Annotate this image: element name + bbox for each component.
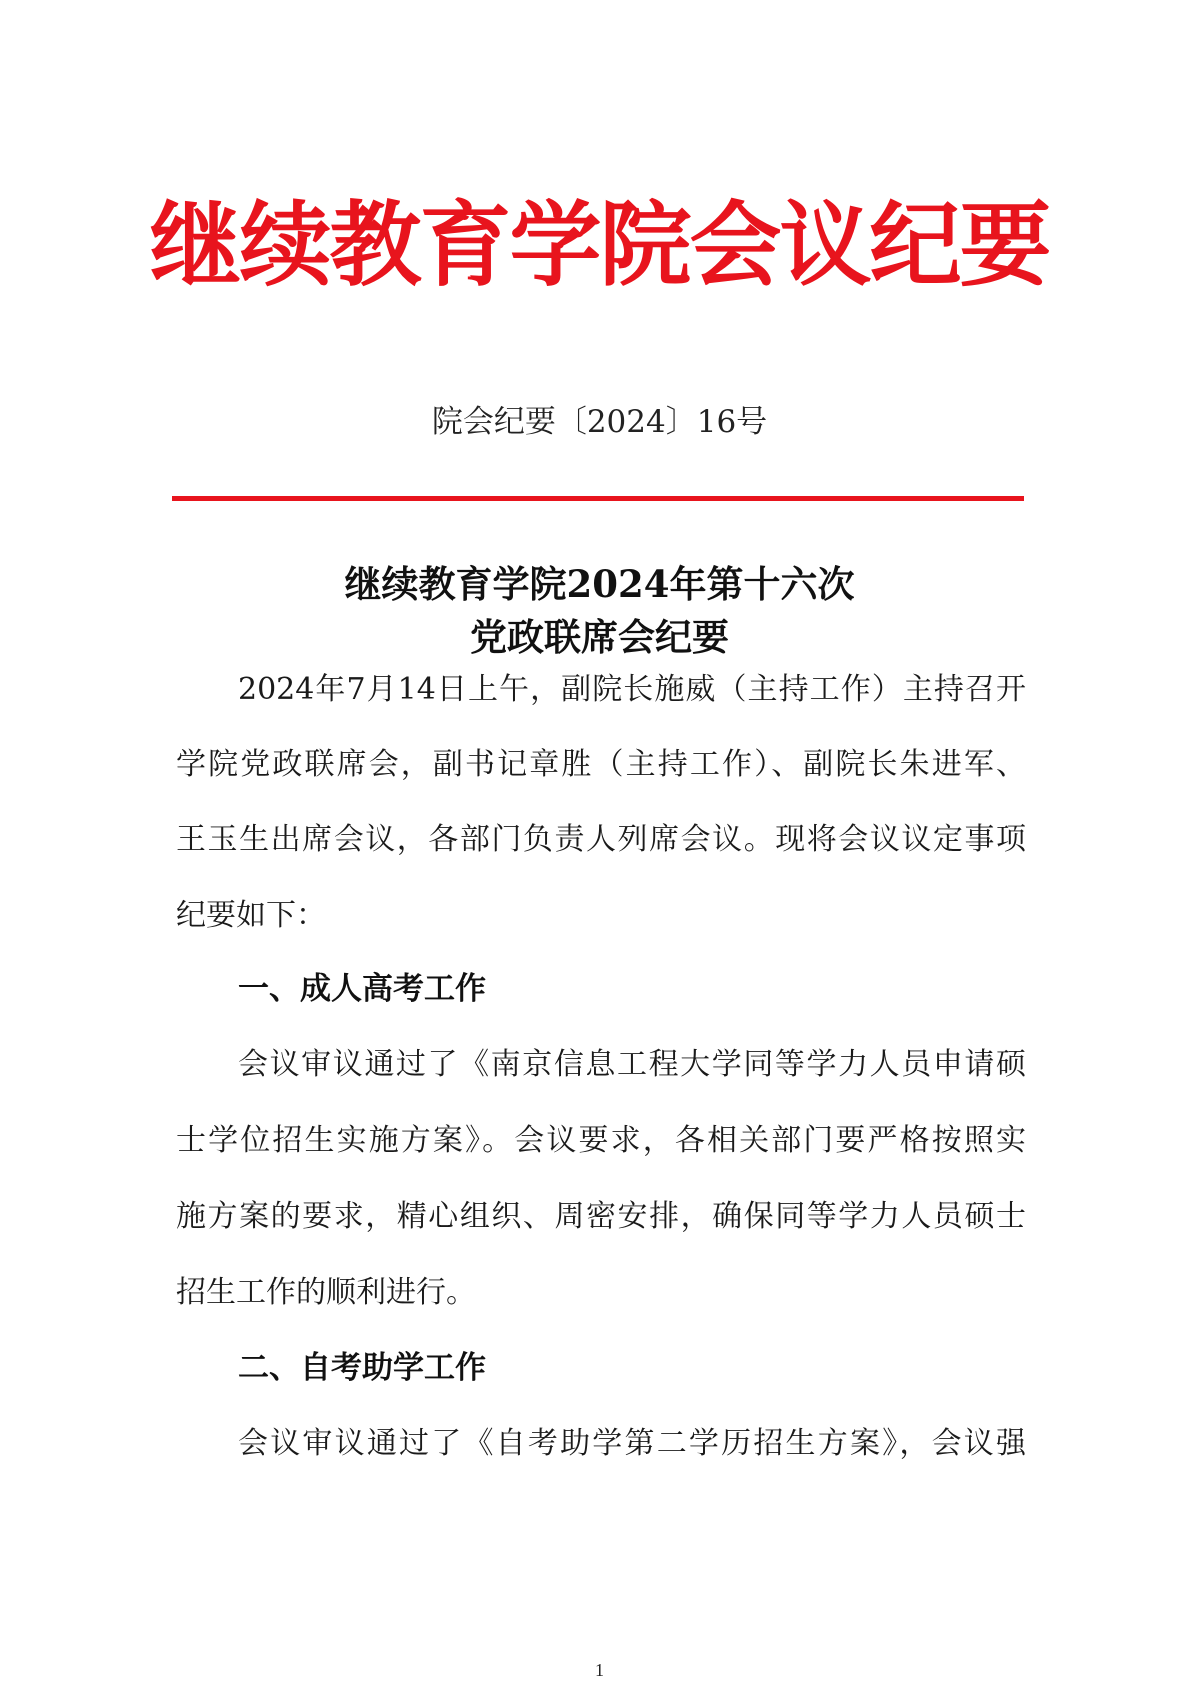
paragraph-line: 会议审议通过了《自考助学第二学历招生方案》，会议强 bbox=[238, 1426, 1026, 1461]
paragraph-line: 纪要如下： bbox=[176, 898, 326, 933]
paragraph-line: 士学位招生实施方案》。会议要求，各相关部门要严格按照实 bbox=[176, 1123, 1026, 1158]
paragraph-line: 2024年7月14日上午，副院长施威（主持工作）主持召开 bbox=[238, 672, 1026, 707]
paragraph-line: 会议审议通过了《南京信息工程大学同等学力人员申请硕 bbox=[238, 1047, 1026, 1082]
paragraph-line: 学院党政联席会，副书记章胜（主持工作）、副院长朱进军、 bbox=[176, 747, 1026, 782]
page-number: 1 bbox=[595, 1660, 604, 1680]
document-title-line-1: 继续教育学院2024年第十六次 bbox=[344, 562, 855, 606]
paragraph-line: 王玉生出席会议，各部门负责人列席会议。现将会议议定事项 bbox=[176, 822, 1026, 857]
section-heading-1: 一、成人高考工作 bbox=[238, 971, 486, 1007]
document-number: 院会纪要〔2024〕16号 bbox=[431, 404, 768, 440]
section-heading-2: 二、自考助学工作 bbox=[238, 1350, 486, 1386]
paragraph-line: 施方案的要求，精心组织、周密安排，确保同等学力人员硕士 bbox=[176, 1199, 1026, 1234]
paragraph-line: 招生工作的顺利进行。 bbox=[176, 1275, 476, 1310]
document-title-line-2: 党政联席会纪要 bbox=[470, 615, 729, 659]
masthead-title: 继续教育学院会议纪要 bbox=[149, 191, 1050, 299]
red-divider-line bbox=[172, 496, 1024, 501]
